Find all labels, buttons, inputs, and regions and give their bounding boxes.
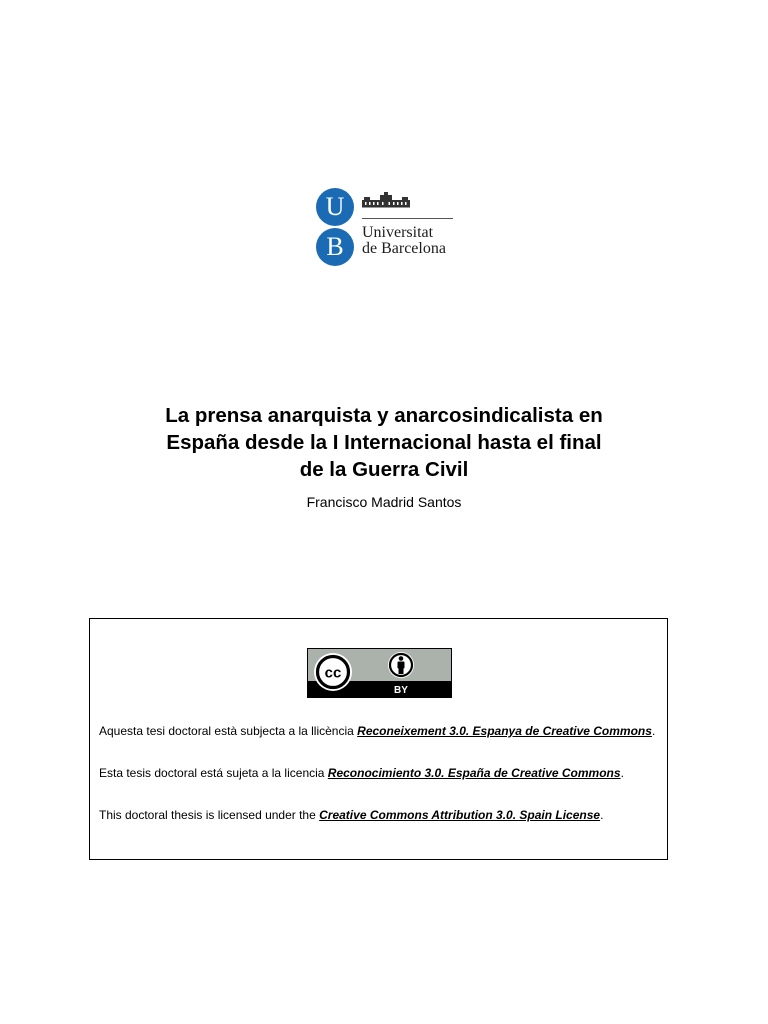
license-spanish-text: Esta tesis doctoral está sujeta a la licencia xyxy=(99,766,328,780)
license-text-catalan xyxy=(99,724,660,738)
thesis-title-line1: La prensa anarquista y anarcosindicalista en xyxy=(165,404,603,427)
license-text-english xyxy=(99,808,660,822)
license-english-suffix: . xyxy=(600,808,604,822)
logo-letter-b: B xyxy=(316,228,354,266)
license-catalan-link[interactable]: Reconeixement 3.0. Espanya de Creative Commons xyxy=(357,724,652,738)
license-catalan-text: Aquesta tesi doctoral està subjecta a la llicència xyxy=(99,724,358,738)
thesis-title xyxy=(100,402,668,483)
license-spanish-suffix: . xyxy=(620,766,624,780)
attribution-person-icon xyxy=(388,652,414,678)
university-name xyxy=(362,225,446,257)
university-name-line2: de Barcelona xyxy=(362,240,446,257)
cc-label: cc xyxy=(324,664,342,682)
by-label: BY xyxy=(394,685,408,696)
university-building-icon xyxy=(362,192,410,208)
university-name-line1: Universitat xyxy=(362,224,434,241)
license-catalan-suffix: . xyxy=(651,724,656,738)
thesis-title-line2: España desde la I Internacional hasta el final xyxy=(166,431,602,454)
license-spanish-link[interactable]: Reconocimiento 3.0. España de Creative Commons xyxy=(327,766,621,780)
license-english-link[interactable]: Creative Commons Attribution 3.0. Spain License xyxy=(319,808,601,822)
logo-letter-u: U xyxy=(316,188,354,226)
license-english-text: This doctoral thesis is licensed under the xyxy=(99,808,320,822)
university-logo xyxy=(315,187,460,269)
license-text-spanish xyxy=(99,766,660,780)
cc-by-license-badge[interactable] xyxy=(307,648,452,698)
thesis-author: Francisco Madrid Santos xyxy=(306,494,462,510)
license-box xyxy=(89,618,668,860)
thesis-title-line3: de la Guerra Civil xyxy=(299,458,469,481)
logo-divider xyxy=(362,218,453,219)
